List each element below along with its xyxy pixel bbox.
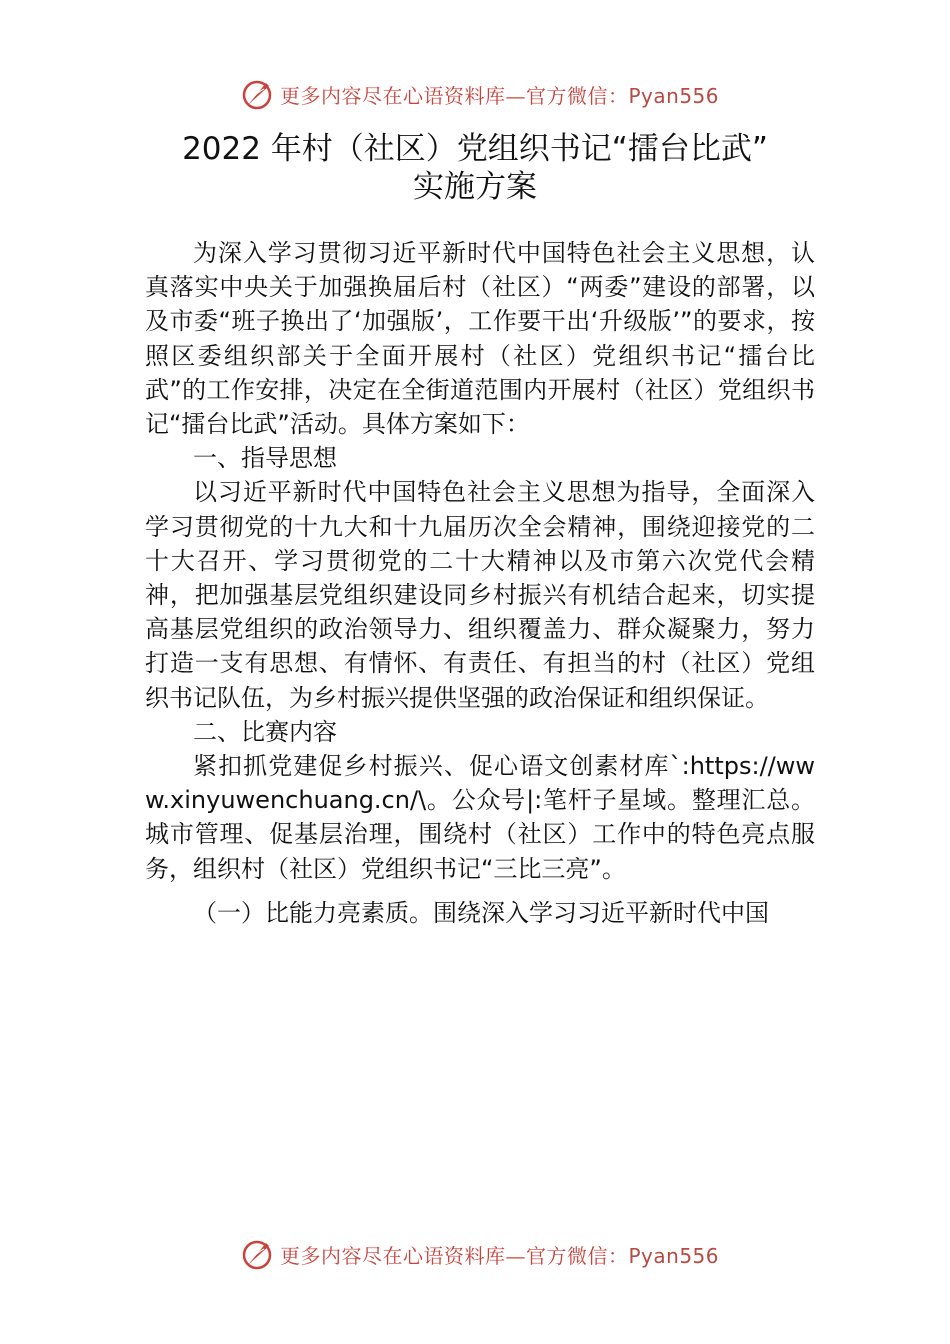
document-title (100, 130, 850, 206)
section-body-guiding-thought: 以习近平新时代中国特色社会主义思想为指导，全面深入学习贯彻党的十九大和十九届历次全会精神，围绕迎接党的二十大召开、学习贯彻党的二十大精神以及市第六次党代会精神，把加强基层党组织建设同乡村振兴有机结合起来，切实提高基层党组织的政治领导力、组织覆盖力、群众凝聚力，努力打造一支有思想、有情怀、有责任、有担当的村（社区）党组织书记队伍，为乡村振兴提供坚强的政治保证和组织保证。 (145, 478, 815, 712)
intro-paragraph: 为深入学习贯彻习近平新时代中国特色社会主义思想，认真落实中央关于加强换届后村（社区）“两委”建设的部署，以及市委“班子换出了‘加强版’，工作要干出‘升级版’”的要求，按照区委组织部关于全面开展村（社区）党组织书记“擂台比武”的工作安排，决定在全街道范围内开展村（社区）党组织书记“擂台比武”活动。具体方案如下： (145, 239, 815, 439)
header-watermark (240, 74, 760, 114)
watermark-text: 更多内容尽在心语资料库—官方微信：Pyan556 (280, 83, 720, 108)
watermark-text: 更多内容尽在心语资料库—官方微信：Pyan556 (280, 1243, 720, 1268)
section-body-contest-content: 紧扣抓党建促乡村振兴、促心语文创素材库`:https://www.xinyuwenchuang.cn/\。公众号|:笔杆子星域。整理汇总。城市管理、促基层治理，围绕村（社区）工作中的特色亮点服务，组织村（社区）党组织书记“三比三亮”。 (145, 752, 815, 883)
watermark-account: Pyan556 (628, 1243, 720, 1268)
document-body (145, 236, 815, 930)
title-line-1: 2022 年村（社区）党组织书记“擂台比武” (182, 131, 768, 167)
watermark-account: Pyan556 (628, 83, 720, 108)
quill-pen-circle-icon (240, 1237, 274, 1271)
section-heading-guiding-thought: 一、指导思想 (193, 444, 337, 473)
footer-watermark (240, 1234, 760, 1274)
quill-pen-circle-icon (240, 77, 274, 111)
subsection-ability: （一）比能力亮素质。围绕深入学习习近平新时代中国 (193, 898, 769, 927)
section-heading-contest-content: 二、比赛内容 (193, 717, 337, 746)
title-line-2: 实施方案 (413, 169, 537, 205)
